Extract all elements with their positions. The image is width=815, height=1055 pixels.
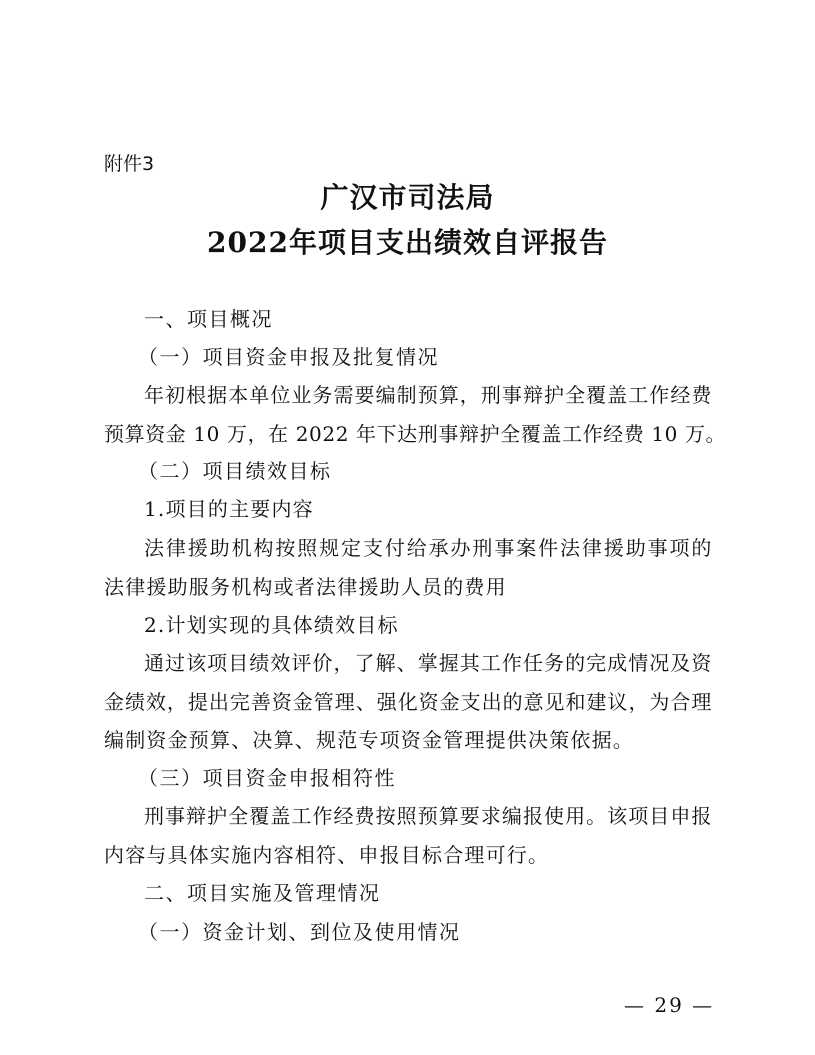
- section-1-sub-2-heading: （二）项目绩效目标: [138, 459, 332, 483]
- paragraph-line: 内容与具体实施内容相符、申报目标合理可行。: [104, 843, 550, 867]
- paragraph-line: 通过该项目绩效评价，了解、掌握其工作任务的完成情况及资: [144, 651, 712, 675]
- item-1-heading: 1.项目的主要内容: [144, 497, 314, 521]
- document-title-line-1: 广汉市司法局: [320, 181, 495, 214]
- paragraph-line: 刑事辩护全覆盖工作经费按照预算要求编报使用。该项目申报: [144, 804, 712, 828]
- paragraph-line: 预算资金 10 万，在 2022 年下达刑事辩护全覆盖工作经费 10 万。: [104, 422, 727, 446]
- section-2-sub-1-heading: （一）资金计划、到位及使用情况: [138, 920, 461, 944]
- section-1-sub-3-heading: （三）项目资金申报相符性: [138, 766, 396, 790]
- document-title-line-2: 2022年项目支出绩效自评报告: [207, 226, 608, 259]
- paragraph-line: 法律援助服务机构或者法律援助人员的费用: [104, 575, 507, 599]
- paragraph-line: 编制资金预算、决算、规范专项资金管理提供决策依据。: [104, 728, 634, 752]
- item-2-heading: 2.计划实现的具体绩效目标: [144, 613, 399, 637]
- page-number: — 29 —: [624, 993, 715, 1017]
- paragraph-line: 金绩效，提出完善资金管理、强化资金支出的意见和建议，为合理: [104, 690, 712, 714]
- section-1-sub-1-heading: （一）项目资金申报及批复情况: [138, 345, 439, 369]
- paragraph-line: 法律援助机构按照规定支付给承办刑事案件法律援助事项的: [144, 536, 712, 560]
- paragraph-line: 年初根据本单位业务需要编制预算，刑事辩护全覆盖工作经费: [144, 383, 712, 407]
- section-2-heading: 二、项目实施及管理情况: [144, 881, 381, 905]
- section-1-heading: 一、项目概况: [144, 307, 273, 331]
- attachment-label: 附件3: [104, 153, 155, 175]
